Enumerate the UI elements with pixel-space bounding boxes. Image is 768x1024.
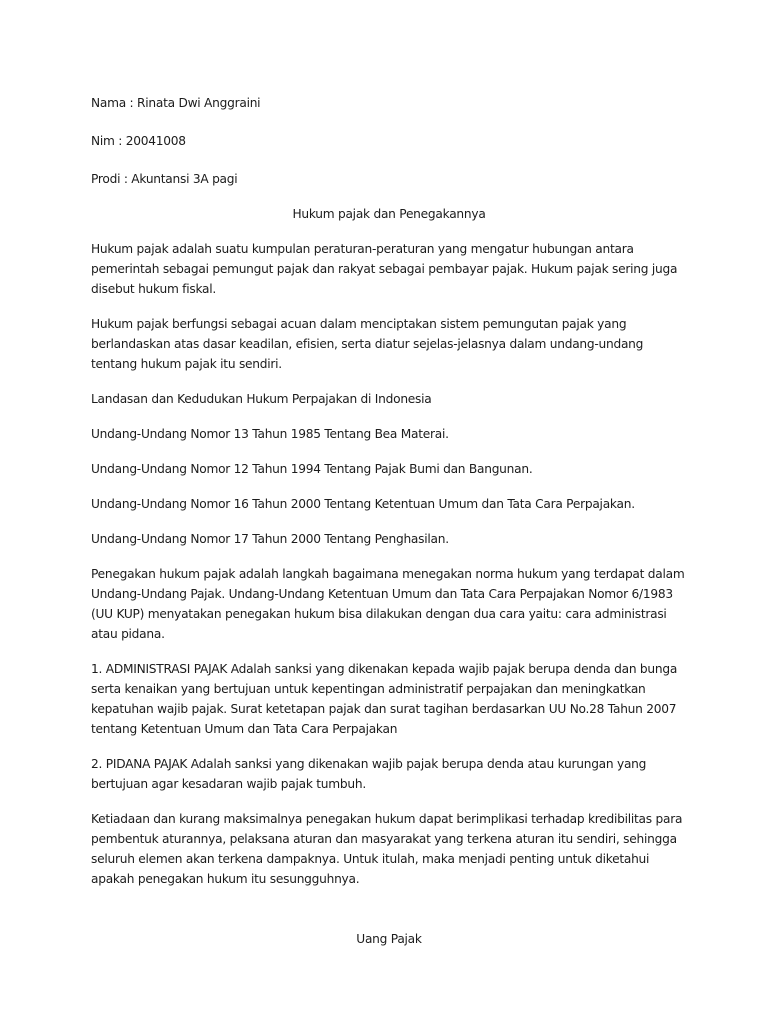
paragraph-enforcement: Penegakan hukum pajak adalah langkah bagaimana menegakan norma hukum yang terdapat dalam Undang-Undang Pajak. Undang-Undang Ketentuan Umum dan Tata Cara Perpajakan Nomor 6/1983 (UU KUP) menyatakan penegakan hukum bisa dilakukan dengan dua cara yaitu: cara administrasi atau pidana. xyxy=(91,567,685,641)
law-item-4: Undang-Undang Nomor 17 Tahun 2000 Tentang Penghasilan. xyxy=(91,532,449,546)
law-item-1: Undang-Undang Nomor 13 Tahun 1985 Tentang Bea Materai. xyxy=(91,427,449,441)
paragraph-function: Hukum pajak berfungsi sebagai acuan dalam menciptakan sistem pemungutan pajak yang berlandaskan atas dasar keadilan, efisien, serta diatur sejelas-jelasnya dalam undang-undang tentang hukum pajak itu sendiri. xyxy=(91,317,644,371)
student-name: Nama : Rinata Dwi Anggraini xyxy=(91,96,261,110)
paragraph-administrasi: 1. ADMINISTRASI PAJAK Adalah sanksi yang dikenakan kepada wajib pajak berupa denda dan bunga serta kenaikan yang bertujuan untuk kepentingan administratif perpajakan dan meningkatkan kepatuhan wajib pajak. Surat ketetapan pajak dan surat tagihan berdasarkan UU No.28 Tahun 2007 tentang Ketentuan Umum dan Tata Cara Perpajakan xyxy=(91,662,678,736)
section-heading-landasan: Landasan dan Kedudukan Hukum Perpajakan di Indonesia xyxy=(91,392,432,406)
footer-heading: Uang Pajak xyxy=(356,932,422,946)
law-item-3: Undang-Undang Nomor 16 Tahun 2000 Tentang Ketentuan Umum dan Tata Cara Perpajakan. xyxy=(91,497,635,511)
law-item-2: Undang-Undang Nomor 12 Tahun 1994 Tentang Pajak Bumi dan Bangunan. xyxy=(91,462,533,476)
paragraph-pidana: 2. PIDANA PAJAK Adalah sanksi yang dikenakan wajib pajak berupa denda atau kurungan yang bertujuan agar kesadaran wajib pajak tumbuh. xyxy=(91,757,647,791)
document-body xyxy=(91,93,687,949)
student-nim: Nim : 20041008 xyxy=(91,134,186,148)
paragraph-definition: Hukum pajak adalah suatu kumpulan peraturan-peraturan yang mengatur hubungan antara pemerintah sebagai pemungut pajak dan rakyat sebagai pembayar pajak. Hukum pajak sering juga disebut hukum fiskal. xyxy=(91,242,678,296)
document-title: Hukum pajak dan Penegakannya xyxy=(292,207,486,221)
paragraph-implication: Ketiadaan dan kurang maksimalnya penegakan hukum dapat berimplikasi terhadap kredibilitas para pembentuk aturannya, pelaksana aturan dan masyarakat yang terkena aturan itu sendiri, sehingga seluruh elemen akan terkena dampaknya. Untuk itulah, maka menjadi penting untuk diketahui apakah penegakan hukum itu sesungguhnya. xyxy=(91,812,683,886)
student-prodi: Prodi : Akuntansi 3A pagi xyxy=(91,172,238,186)
